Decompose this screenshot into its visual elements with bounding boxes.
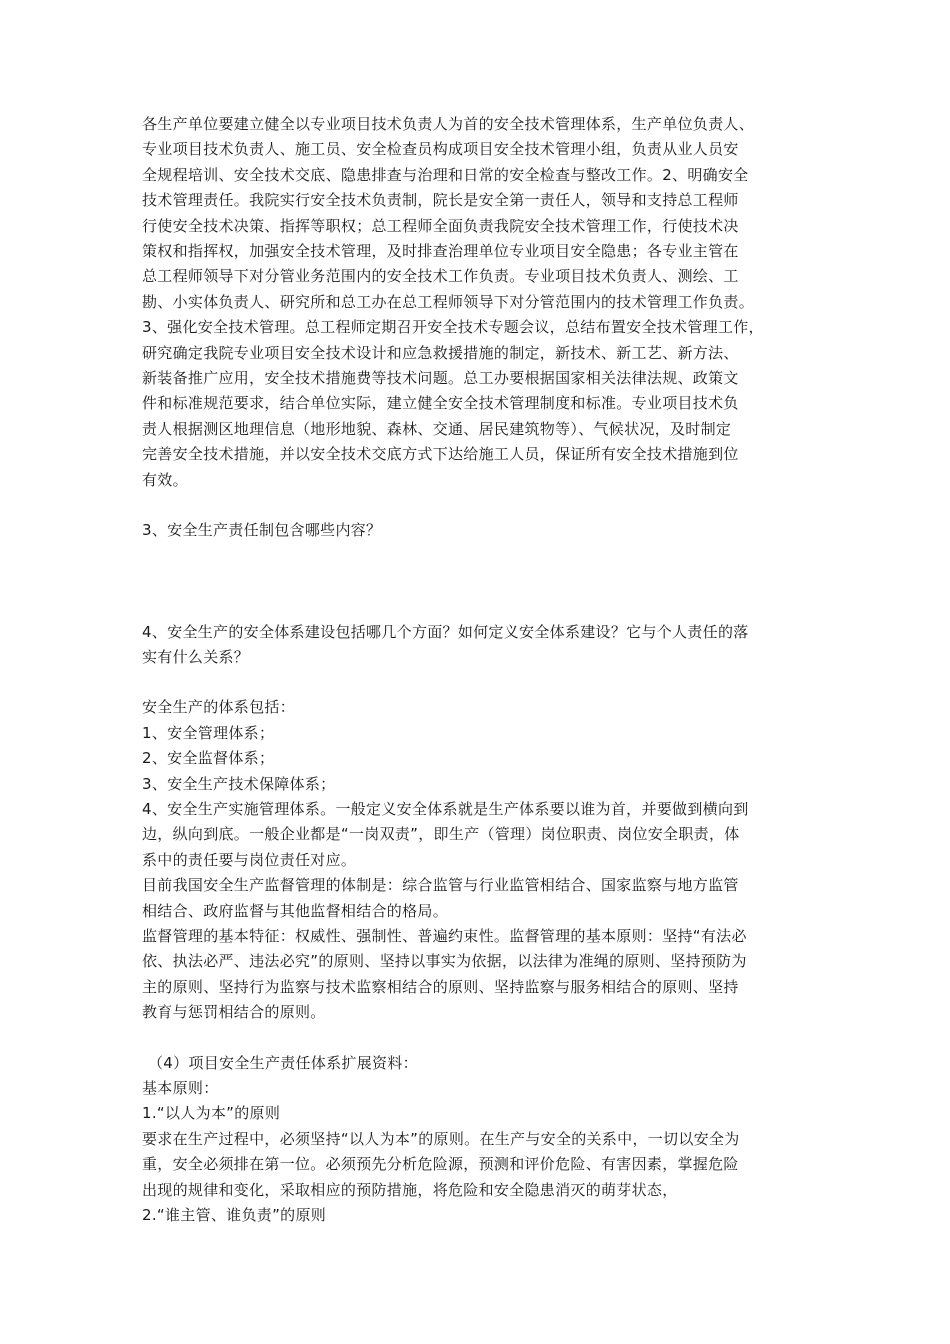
section-heading: （4）项目安全生产责任体系扩展资料：	[148, 1053, 418, 1072]
document-page	[142, 112, 832, 1228]
text-line: 策权和指挥权，加强安全技术管理，及时排查治理单位专业项目安全隐患；各专业主管在	[142, 242, 739, 261]
text-line: 边，纵向到底。一般企业都是“一岗双责”，即生产（管理）岗位职责、岗位安全职责，体	[142, 825, 740, 844]
question-text: 实有什么关系？	[142, 647, 250, 666]
text-line: 要求在生产过程中，必须坚持“以人为本”的原则。在生产与安全的关系中，一切以安全为	[142, 1129, 740, 1148]
question-text: 4、安全生产的安全体系建设包括哪几个方面？如何定义安全体系建设？它与个人责任的落	[142, 622, 749, 641]
text-line: 有效。	[142, 470, 188, 489]
list-item: 1、安全管理体系；	[142, 723, 275, 742]
text-line: 主的原则、坚持行为监察与技术监察相结合的原则、坚持监察与服务相结合的原则、坚持	[142, 977, 739, 996]
section-safety-system	[142, 695, 832, 1025]
list-item: 1.“以人为本”的原则	[142, 1104, 281, 1123]
text-line: 完善安全技术措施，并以安全技术交底方式下达给施工人员，保证所有安全技术措施到位	[142, 445, 739, 464]
text-line: 研究确定我院专业项目安全技术设计和应急救援措施的制定，新技术、新工艺、新方法、	[142, 343, 739, 362]
text-line: 基本原则：	[142, 1079, 219, 1097]
text-line: 总工程师领导下对分管业务范围内的安全技术工作负责。专业项目技术负责人、测绘、工	[142, 267, 739, 286]
question-4	[142, 620, 832, 671]
list-item: 2.“谁主管、谁负责”的原则	[142, 1206, 327, 1225]
text-line: 3、强化安全技术管理。总工程师定期召开安全技术专题会议，总结布置安全技术管理工作，	[142, 318, 764, 337]
question-3	[142, 518, 832, 543]
text-line: 目前我国安全生产监督管理的体制是：综合监管与行业监管相结合、国家监察与地方监管	[142, 876, 739, 895]
text-line: 专业项目技术负责人、施工员、安全检查员构成项目安全技术管理小组，负责从业人员安	[142, 140, 739, 159]
section-extended-material	[142, 1051, 832, 1229]
text-line: 全规程培训、安全技术交底、隐患排查与治理和日常的安全检查与整改工作。2、明确安全	[142, 165, 749, 184]
text-line: 监督管理的基本特征：权威性、强制性、普遍约束性。监督管理的基本原则：坚持“有法必	[142, 926, 747, 945]
text-line: 各生产单位要建立健全以专业项目技术负责人为首的安全技术管理体系，生产单位负责人、	[142, 115, 755, 133]
text-line: 教育与惩罚相结合的原则。	[142, 1003, 326, 1022]
text-line: 安全生产的体系包括：	[142, 698, 296, 717]
section-responsibility-text	[142, 112, 832, 493]
text-line: 依、执法必严、违法必究”的原则、坚持以事实为依据，以法律为准绳的原则、坚持预防为	[142, 952, 747, 971]
text-line: 相结合、政府监督与其他监督相结合的格局。	[142, 901, 449, 920]
text-line: 责人根据测区地理信息（地形地貌、森林、交通、居民建筑物等）、气候状况，及时制定	[142, 419, 732, 438]
question-text: 3、安全生产责任制包含哪些内容？	[142, 521, 382, 540]
text-line: 行使安全技术决策、指挥等职权；总工程师全面负责我院安全技术管理工作，行使技术决	[142, 216, 739, 235]
text-line: 技术管理责任。我院实行安全技术负责制，院长是安全第一责任人，领导和支持总工程师	[142, 191, 739, 210]
text-line: 件和标准规范要求，结合单位实际，建立健全安全技术管理制度和标准。专业项目技术负	[142, 394, 739, 413]
text-line: 出现的规律和变化，采取相应的预防措施，将危险和安全隐患消灭的萌芽状态，	[142, 1180, 678, 1199]
text-line: 勘、小实体负责人、研究所和总工办在总工程师领导下对分管范围内的技术管理工作负责。	[142, 292, 755, 311]
list-item: 3、安全生产技术保障体系；	[142, 774, 336, 793]
text-line: 系中的责任要与岗位责任对应。	[142, 850, 357, 869]
list-item: 2、安全监督体系；	[142, 749, 275, 768]
text-line: 新装备推广应用，安全技术措施费等技术问题。总工办要根据国家相关法律法规、政策文	[142, 369, 739, 388]
list-item: 4、安全生产实施管理体系。一般定义安全体系就是生产体系要以谁为首，并要做到横向到	[142, 799, 749, 818]
text-line: 重，安全必须排在第一位。必须预先分析危险源，预测和评价危险、有害因素，掌握危险	[142, 1155, 739, 1174]
